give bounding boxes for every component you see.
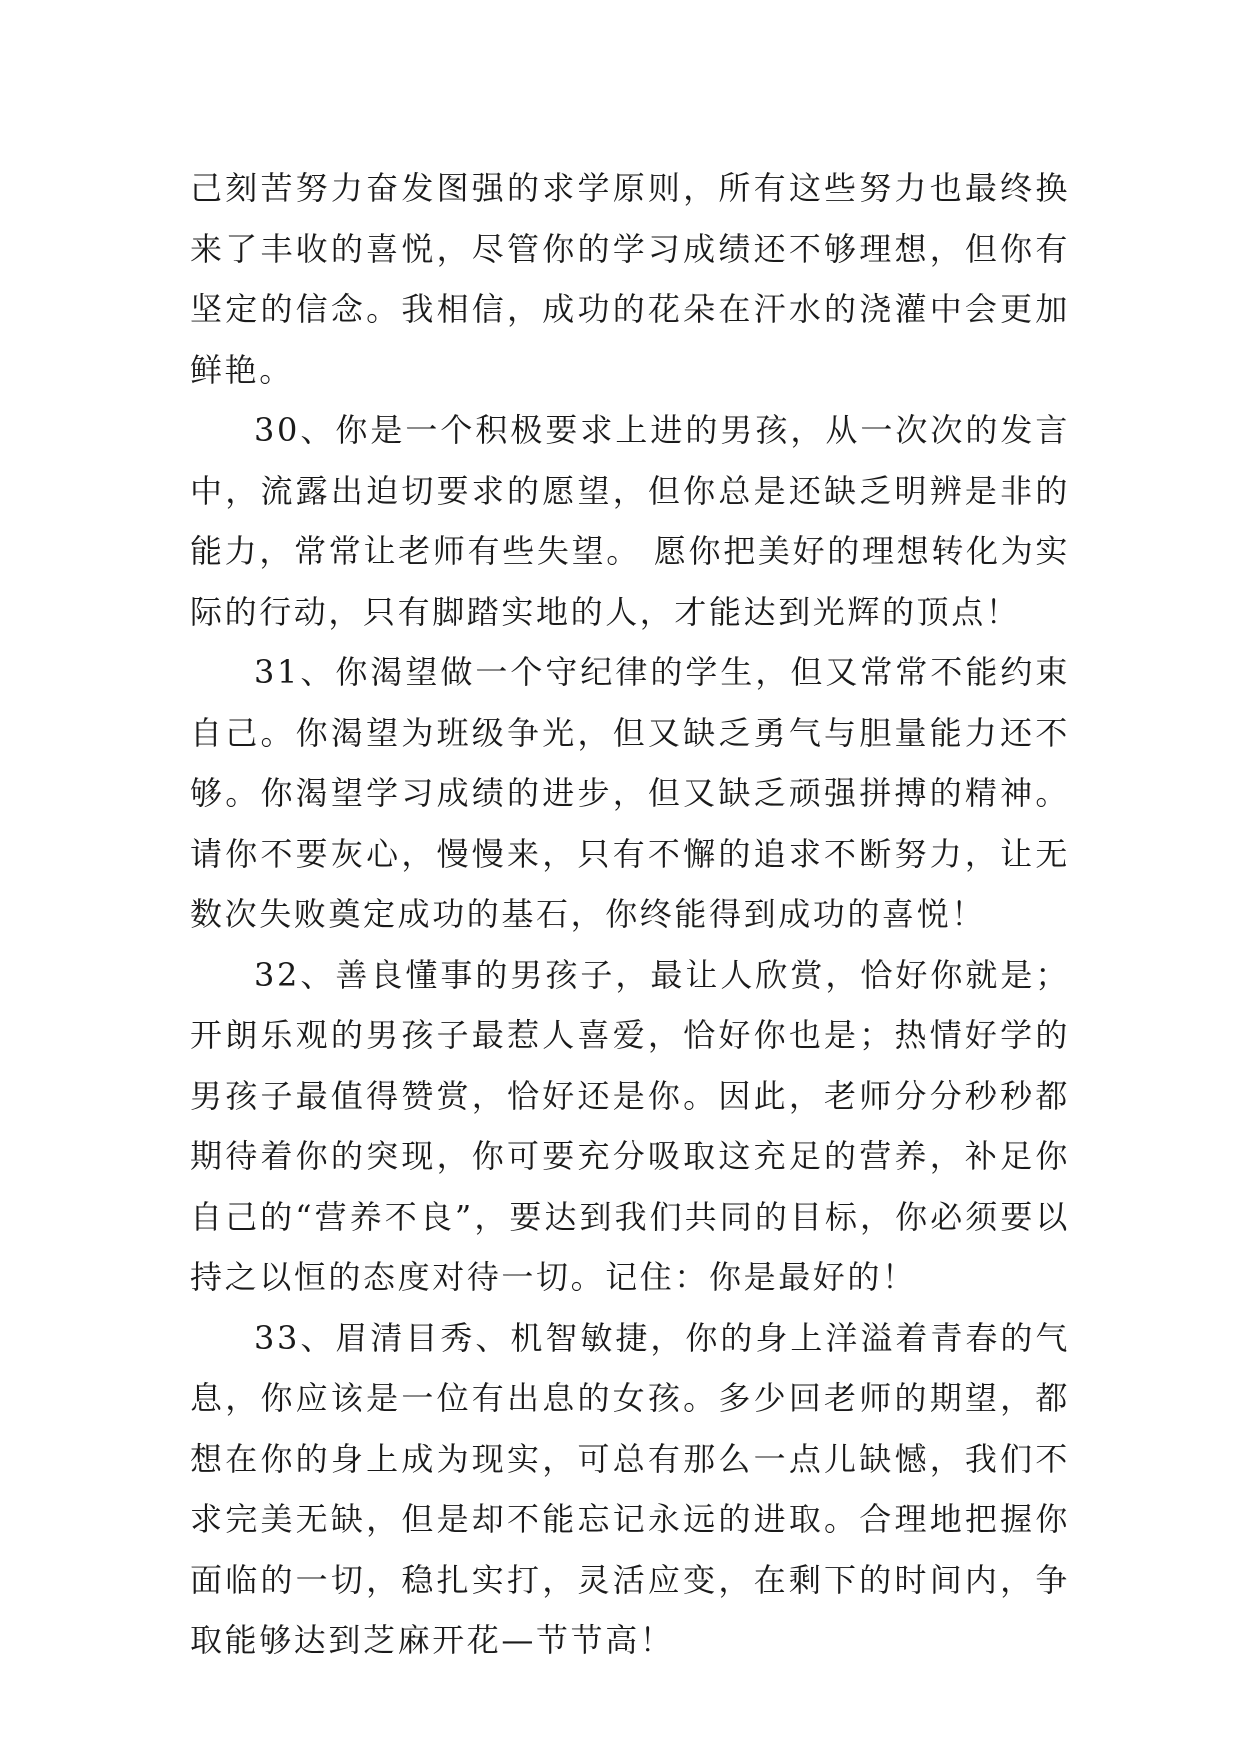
document-body [190, 158, 1070, 1671]
paragraph-continuation: 己刻苦努力奋发图强的求学原则，所有这些努力也最终换来了丰收的喜悦，尽管你的学习成绩还不够理想，但你有坚定的信念。我相信，成功的花朵在汗水的浇灌中会更加鲜艳。 [190, 169, 1070, 389]
paragraph-comment-30: 30、你是一个积极要求上进的男孩，从一次次的发言中，流露出迫切要求的愿望，但你总是还缺乏明辨是非的能力，常常让老师有些失望。 愿你把美好的理想转化为实际的行动，只有脚踏实地的人，才能达到光辉的顶点！ [190, 411, 1070, 631]
paragraph-comment-33: 33、眉清目秀、机智敏捷，你的身上洋溢着青春的气息，你应该是一位有出息的女孩。多少回老师的期望，都想在你的身上成为现实，可总有那么一点儿缺憾，我们不求完美无缺，但是却不能忘记永远的进取。合理地把握你面临的一切，稳扎实打，灵活应变，在剩下的时间内，争取能够达到芝麻开花—节节高！ [190, 1318, 1070, 1659]
paragraph-comment-31: 31、你渴望做一个守纪律的学生，但又常常不能约束自己。你渴望为班级争光，但又缺乏勇气与胆量能力还不够。你渴望学习成绩的进步，但又缺乏顽强拼搏的精神。请你不要灰心，慢慢来，只有不懈的追求不断努力，让无数次失败奠定成功的基石，你终能得到成功的喜悦！ [190, 653, 1070, 933]
paragraph-comment-32: 32、善良懂事的男孩子，最让人欣赏，恰好你就是；开朗乐观的男孩子最惹人喜爱，恰好你也是；热情好学的男孩子最值得赞赏，恰好还是你。因此，老师分分秒秒都期待着你的突现，你可要充分吸取这充足的营养，补足你自己的“营养不良”，要达到我们共同的目标，你必须要以持之以恒的态度对待一切。记住：你是最好的！ [190, 955, 1070, 1296]
